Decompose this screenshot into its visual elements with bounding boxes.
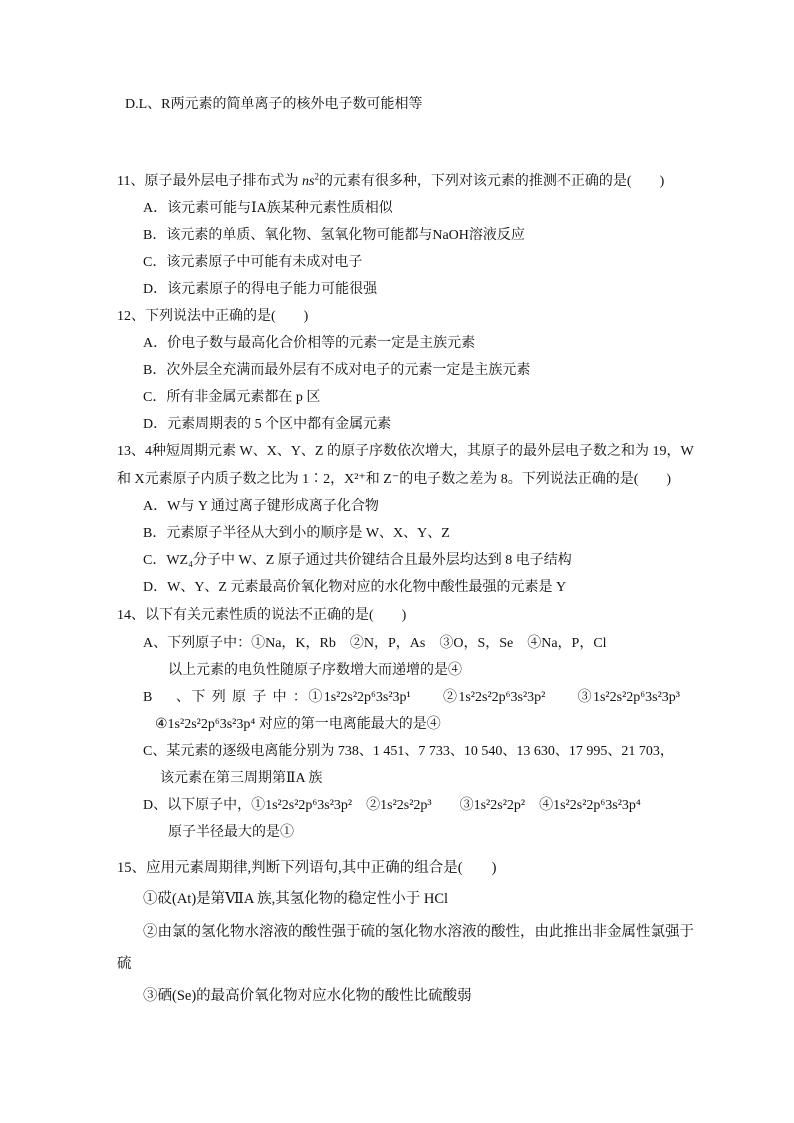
q15-item-2-line1: ②由氯的氢化物水溶液的酸性强于硫的氢化物水溶液的酸性，由此推出非金属性氯强于 bbox=[143, 924, 694, 940]
q15-item-3: ③硒(Se)的最高价氧化物对应水化物的酸性比硫酸弱 bbox=[143, 988, 472, 1004]
q12-option-d: D．元素周期表的 5 个区中都有金属元素 bbox=[143, 417, 392, 432]
q13-stem-line2: 和 X元素原子内质子数之比为 1∶2，X²⁺和 Z⁻的电子数之差为 8。下列说法正确的是( ) bbox=[117, 472, 672, 487]
q11-stem-sup: 2 bbox=[314, 171, 319, 182]
q10-option-d: D.L、R两元素的简单离子的核外电子数可能相等 bbox=[125, 97, 423, 112]
q15-item-1: ①砹(At)是第ⅦA 族,其氢化物的稳定性小于 HCl bbox=[143, 891, 449, 907]
q14-stem: 14、以下有关元素性质的说法不正确的是( ) bbox=[117, 608, 407, 623]
q13-option-b: B．元素原子半径从大到小的顺序是 W、X、Y、Z bbox=[143, 526, 450, 541]
q11-option-b: B．该元素的单质、氧化物、氢氧化物可能都与NaOH溶液反应 bbox=[143, 228, 525, 243]
q15-stem: 15、应用元素周期律,判断下列语句,其中正确的组合是( ) bbox=[117, 860, 497, 876]
q14-option-c-line1: C、某元素的逐级电离能分别为 738、1 451、7 733、10 540、13 630、17 995、21 703， bbox=[143, 744, 674, 759]
q11-stem-pre: 11、原子最外层电子排布式为 bbox=[117, 174, 302, 189]
q14-option-b-line1: 、下 列 原 子 中 ：①1s²2s²2p⁶3s²3p¹ ②1s²2s²2p⁶3s²3p² ③1s²2s²2p⁶3s²3p³ bbox=[176, 690, 680, 705]
q11-stem-var: ns bbox=[301, 174, 315, 189]
q14-option-b-line2: ④1s²2s²2p⁶3s²3p⁴ 对应的第一电离能最大的是④ bbox=[155, 717, 441, 732]
q14-option-d-line1: D、以下原子中，①1s²2s²2p⁶3s²3p² ②1s²2s²2p³ ③1s²2s²2p² ④1s²2s²2p⁶3s²3p⁴ bbox=[143, 798, 641, 813]
q11-option-c: C．该元素原子中可能有未成对电子 bbox=[143, 255, 363, 270]
q11-option-d: D．该元素原子的得电子能力可能很强 bbox=[143, 282, 378, 297]
q14-option-d-line2: 原子半径最大的是① bbox=[168, 825, 294, 840]
q11-option-a: A．该元素可能与ⅠA族某种元素性质相似 bbox=[143, 201, 393, 216]
q11-stem bbox=[117, 173, 664, 191]
q15-item-2-line2: 硫 bbox=[117, 956, 132, 972]
q14-option-c-line2: 该元素在第三周期第ⅡA 族 bbox=[160, 771, 323, 786]
q13-option-c: C．WZ₄分子中 W、Z 原子通过共价键结合且最外层均达到 8 电子结构 bbox=[143, 553, 572, 568]
q12-option-c: C．所有非金属元素都在 p 区 bbox=[143, 390, 321, 405]
q13-stem-line1: 13、4种短周期元素 W、X、Y、Z 的原子序数依次增大，其原子的最外层电子数之和为 19，W bbox=[117, 444, 694, 459]
q14-option-a-line2: 以上元素的电负性随原子序数增大而递增的是④ bbox=[168, 663, 462, 678]
q14-option-a-line1: A、下列原子中：①Na，K，Rb ②N，P，As ③O，S，Se ④Na，P，Cl bbox=[143, 636, 607, 651]
q13-option-a: A．W与 Y 通过离子键形成离子化合物 bbox=[143, 499, 379, 514]
q14-option-b-label: B bbox=[143, 690, 153, 705]
q12-option-a: A．价电子数与最高化合价相等的元素一定是主族元素 bbox=[143, 336, 476, 351]
q11-stem-post: 的元素有很多种，下列对该元素的推测不正确的是( ) bbox=[318, 174, 665, 189]
q13-option-d: D．W、Y、Z 元素最高价氧化物对应的水化物中酸性最强的元素是 Y bbox=[143, 580, 567, 595]
q12-stem: 12、下列说法中正确的是( ) bbox=[117, 309, 309, 324]
q12-option-b: B．次外层全充满而最外层有不成对电子的元素一定是主族元素 bbox=[143, 363, 531, 378]
